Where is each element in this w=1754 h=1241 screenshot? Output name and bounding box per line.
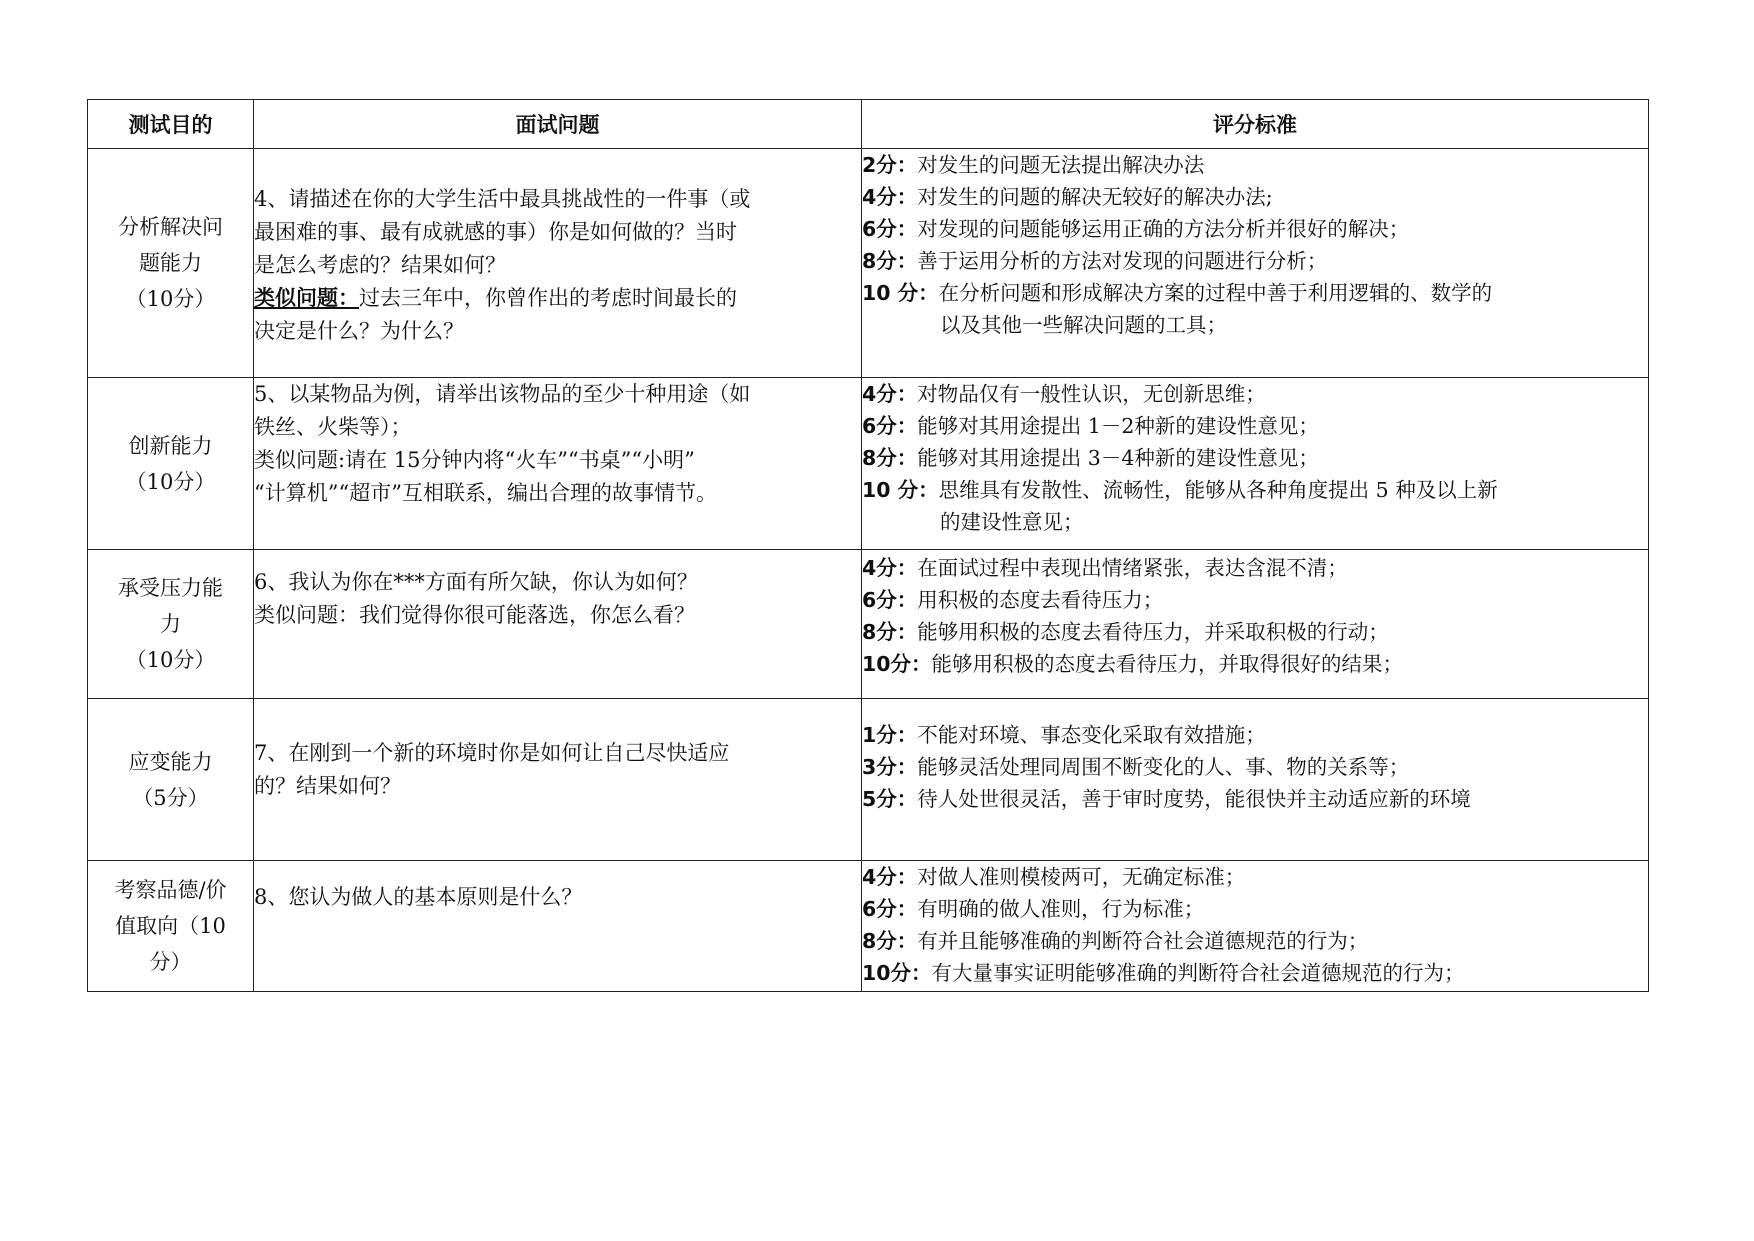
similar-question-text: 过去三年中，你曾作出的考虑时间最长的 (359, 286, 737, 310)
criteria-text: 用积极的态度去看待压力； (917, 588, 1164, 612)
score-label: 2分： (862, 153, 918, 177)
criteria-item (862, 719, 1648, 751)
purpose-line: （10分） (125, 469, 216, 494)
criteria-continuation: 的建设性意见； (940, 510, 1084, 534)
criteria-item (862, 648, 1648, 680)
criteria-text: 对物品仅有一般性认识，无创新思维； (917, 382, 1266, 406)
score-label: 10 分： (862, 281, 939, 305)
criteria-item (862, 893, 1648, 925)
score-label: 4分： (862, 382, 918, 406)
criteria-text: 能够对其用途提出 3－4种新的建设性意见； (917, 446, 1319, 470)
question-line: “计算机”“超市”互相联系，编出合理的故事情节。 (254, 481, 717, 505)
header-row (88, 100, 1649, 149)
criteria-text: 能够用积极的态度去看待压力，并取得很好的结果； (931, 652, 1404, 676)
interview-scoring-table (87, 99, 1649, 992)
score-label: 10分： (862, 961, 932, 985)
score-label: 8分： (862, 249, 918, 273)
table-row (88, 699, 1649, 861)
purpose-line: 力 (160, 612, 181, 636)
criteria-cell (862, 149, 1649, 378)
purpose-cell (88, 149, 254, 378)
criteria-text: 在分析问题和形成解决方案的过程中善于利用逻辑的、数学的 (938, 281, 1493, 305)
criteria-item (862, 181, 1648, 213)
criteria-item (862, 277, 1648, 309)
score-label: 8分： (862, 929, 918, 953)
score-label: 10 分： (862, 478, 939, 502)
criteria-cell (862, 861, 1649, 992)
criteria-item (862, 474, 1648, 506)
purpose-line: （10分） (125, 287, 216, 311)
question-line: 的？结果如何？ (254, 774, 401, 798)
criteria-text: 善于运用分析的方法对发现的问题进行分析； (917, 249, 1328, 273)
score-label: 4分： (862, 185, 918, 209)
purpose-cell (88, 861, 254, 992)
purpose-line: 承受压力能 (118, 576, 223, 600)
criteria-item (862, 378, 1648, 410)
criteria-item (862, 925, 1648, 957)
purpose-line: （10分） (125, 648, 216, 672)
question-cell (254, 861, 862, 992)
score-label: 1分： (862, 723, 918, 747)
table-row (88, 149, 1649, 378)
purpose-line: （5分） (132, 785, 209, 810)
question-line: 类似问题:请在 15分钟内将“火车”“书桌”“小明” (254, 448, 695, 472)
score-label: 5分： (862, 787, 918, 811)
question-line: 6、我认为你在***方面有所欠缺，你认为如何？ (254, 570, 698, 594)
criteria-text: 待人处世很灵活，善于审时度势，能很快并主动适应新的环境 (917, 787, 1471, 811)
criteria-item (862, 584, 1648, 616)
criteria-text: 有并且能够准确的判断符合社会道德规范的行为； (917, 929, 1369, 953)
criteria-item (862, 861, 1648, 893)
criteria-item (862, 442, 1648, 474)
purpose-line: 分析解决问 (118, 215, 223, 239)
criteria-item (862, 751, 1648, 783)
purpose-line: 题能力 (139, 251, 202, 275)
table-row (88, 378, 1649, 550)
criteria-cell (862, 699, 1649, 861)
criteria-cell (862, 550, 1649, 699)
purpose-cell (88, 378, 254, 550)
header-question: 面试问题 (254, 100, 862, 149)
similar-question-label: 类似问题： (254, 286, 359, 310)
score-label: 6分： (862, 897, 918, 921)
criteria-continuation: 以及其他一些解决问题的工具； (940, 313, 1227, 337)
criteria-cell (862, 378, 1649, 550)
question-line: 5、以某物品为例，请举出该物品的至少十种用途（如 (254, 382, 751, 406)
header-purpose: 测试目的 (88, 100, 254, 149)
criteria-text: 不能对环境、事态变化采取有效措施； (917, 723, 1266, 747)
question-line: 铁丝、火柴等）； (254, 415, 412, 439)
purpose-line: 创新能力 (128, 433, 213, 458)
criteria-item (862, 957, 1648, 989)
criteria-item (862, 616, 1648, 648)
criteria-text: 能够对其用途提出 1－2种新的建设性意见； (917, 414, 1319, 438)
score-label: 3分： (862, 755, 918, 779)
criteria-item (862, 149, 1648, 181)
criteria-item (862, 552, 1648, 584)
purpose-line: 应变能力 (128, 749, 213, 774)
score-label: 6分： (862, 588, 918, 612)
question-line: 决定是什么？为什么？ (254, 319, 464, 343)
question-line: 类似问题：我们觉得你很可能落选，你怎么看？ (254, 603, 695, 627)
question-cell (254, 699, 862, 861)
header-criteria: 评分标准 (862, 100, 1649, 149)
criteria-text: 对发生的问题无法提出解决办法 (917, 153, 1205, 177)
table-row (88, 550, 1649, 699)
score-label: 10分： (862, 652, 932, 676)
criteria-text: 有明确的做人准则，行为标准； (917, 897, 1205, 921)
criteria-text: 能够灵活处理同周围不断变化的人、事、物的关系等； (917, 755, 1410, 779)
purpose-line: 值取向（10 (115, 914, 226, 938)
criteria-item (862, 245, 1648, 277)
score-label: 8分： (862, 620, 918, 644)
criteria-text: 有大量事实证明能够准确的判断符合社会道德规范的行为； (931, 961, 1465, 985)
criteria-text: 在面试过程中表现出情绪紧张，表达含混不清； (917, 556, 1348, 580)
table-row (88, 861, 1649, 992)
similar-question-line (254, 282, 861, 315)
score-label: 4分： (862, 865, 918, 889)
purpose-cell (88, 699, 254, 861)
question-cell (254, 378, 862, 550)
criteria-item (862, 410, 1648, 442)
criteria-text: 能够用积极的态度去看待压力，并采取积极的行动； (917, 620, 1389, 644)
purpose-line: 分） (149, 950, 192, 974)
criteria-text: 思维具有发散性、流畅性，能够从各种角度提出 5 种及以上新 (938, 478, 1498, 502)
score-label: 6分： (862, 414, 918, 438)
criteria-text: 对做人准则模棱两可，无确定标准； (917, 865, 1246, 889)
score-label: 4分： (862, 556, 918, 580)
criteria-item (862, 783, 1648, 815)
question-line: 7、在刚到一个新的环境时你是如何让自己尽快适应 (254, 741, 730, 765)
question-line: 8、您认为做人的基本原则是什么？ (254, 885, 583, 909)
score-label: 6分： (862, 217, 918, 241)
question-line: 4、请描述在你的大学生活中最具挑战性的一件事（或 (254, 187, 751, 211)
purpose-line: 考察品德/价 (114, 878, 227, 902)
question-line: 最困难的事、最有成就感的事）你是如何做的？当时 (254, 220, 737, 244)
question-cell (254, 550, 862, 699)
question-line: 是怎么考虑的？结果如何？ (254, 253, 506, 277)
criteria-text: 对发生的问题的解决无较好的解决办法; (917, 185, 1273, 209)
score-label: 8分： (862, 446, 918, 470)
criteria-text: 对发现的问题能够运用正确的方法分析并很好的解决； (917, 217, 1410, 241)
purpose-cell (88, 550, 254, 699)
question-cell (254, 149, 862, 378)
criteria-item (862, 213, 1648, 245)
